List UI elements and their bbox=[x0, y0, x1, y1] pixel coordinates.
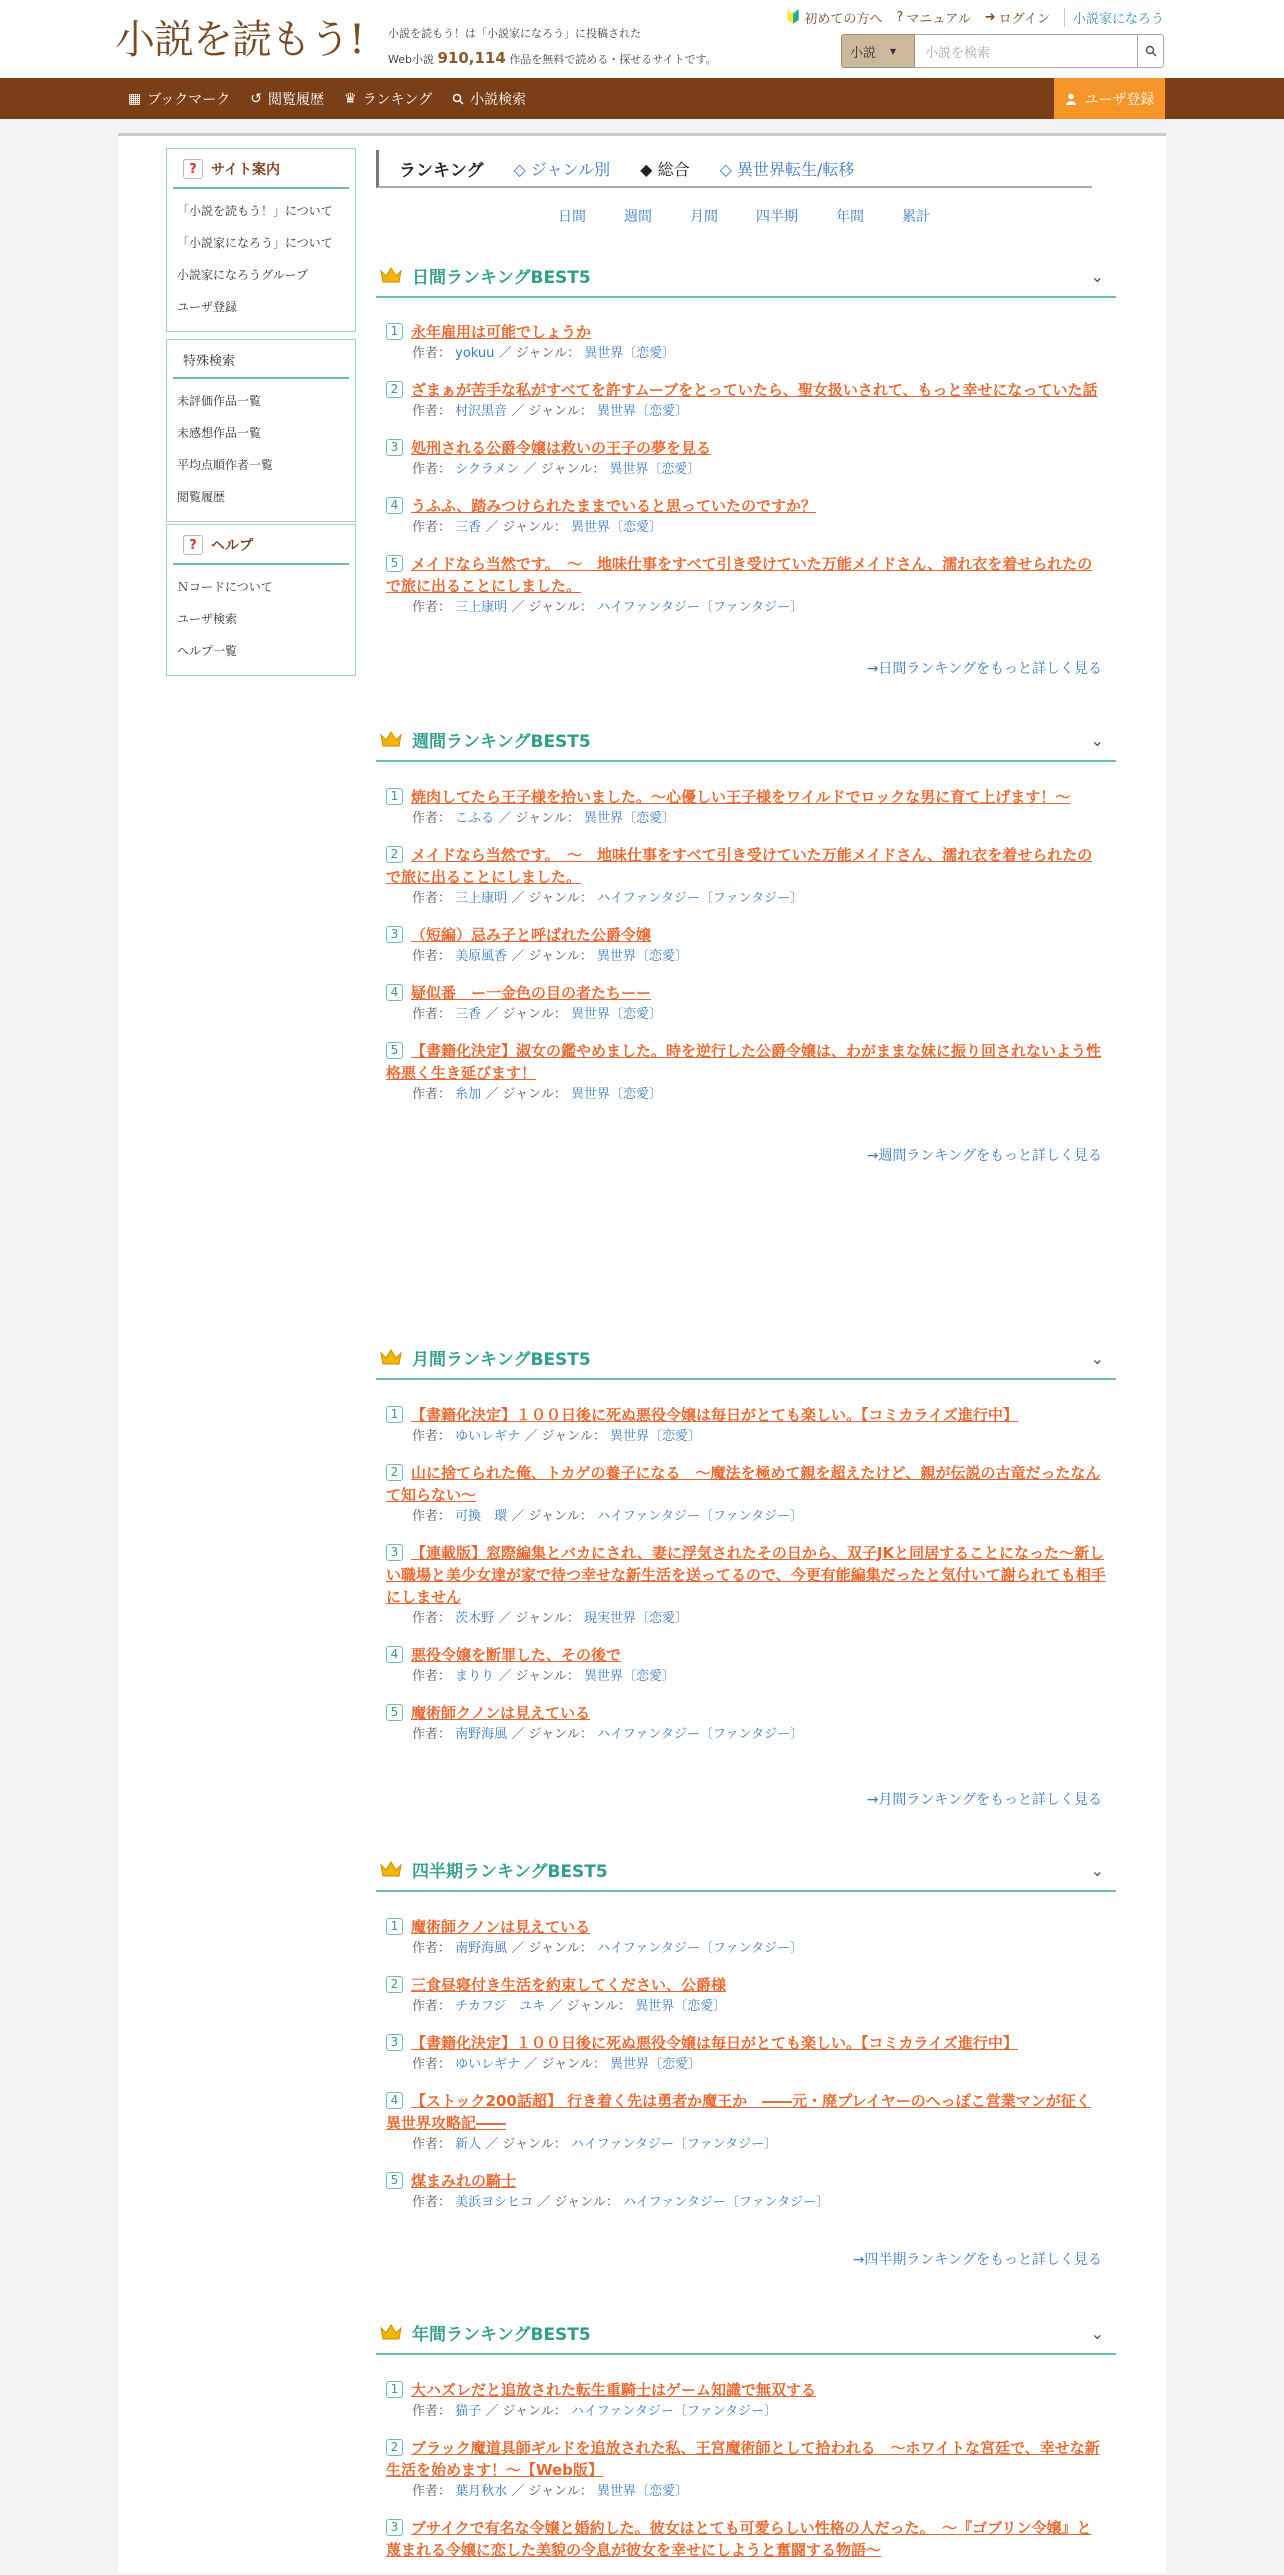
nav-ranking[interactable] bbox=[344, 89, 432, 109]
ranking-item bbox=[386, 1702, 1106, 1746]
novel-title-link[interactable]: 大ハズレだと追放された転生重騎士はゲーム知識で無双する bbox=[411, 2381, 817, 2399]
user-icon bbox=[1065, 93, 1077, 105]
genre-label: ／ ジャンル： bbox=[511, 600, 593, 615]
beginner-link[interactable] bbox=[785, 8, 882, 27]
author-label: 作者： bbox=[412, 600, 452, 615]
history-icon: ↺ bbox=[250, 90, 262, 107]
manual-link-label: マニュアル bbox=[906, 12, 971, 27]
author-label: 作者： bbox=[412, 2195, 452, 2210]
sidebar-item-about-yomou[interactable]: 「小説を読もう！」について bbox=[177, 204, 333, 218]
genre-label: ／ ジャンル： bbox=[485, 1007, 567, 1022]
ranking-item bbox=[386, 2437, 1106, 2503]
author-label: 作者： bbox=[412, 520, 452, 535]
ranking-item bbox=[386, 1916, 1106, 1960]
period-weekly[interactable]: 週間 bbox=[624, 209, 652, 225]
nav-search[interactable] bbox=[452, 89, 526, 109]
rank-number-badge: 1 bbox=[386, 1406, 403, 1423]
novel-title-link[interactable]: 永年雇用は可能でしょうか bbox=[411, 323, 592, 341]
chevron-down-icon[interactable]: ⌄ bbox=[1090, 731, 1104, 750]
ranking-section-header[interactable] bbox=[376, 718, 1116, 762]
author-link[interactable]: 新人 bbox=[455, 2137, 482, 2152]
novel-meta bbox=[386, 1938, 1106, 1960]
sidebar-item-group[interactable]: 小説家になろうグループ bbox=[177, 268, 309, 282]
genre-link[interactable]: ハイファンタジー〔ファンタジー〕 bbox=[571, 2137, 778, 2152]
nav-ranking-label: ランキング bbox=[362, 91, 433, 108]
ranking-item bbox=[386, 924, 1106, 968]
ranking-item bbox=[386, 2170, 1106, 2214]
author-label: 作者： bbox=[412, 1509, 452, 1524]
period-monthly[interactable]: 月間 bbox=[690, 209, 718, 225]
ranking-item bbox=[386, 2379, 1106, 2423]
novel-title-link[interactable]: 悪役令嬢を断罪した、その後で bbox=[411, 1646, 622, 1664]
sidebar-item-user-search[interactable]: ユーザ検索 bbox=[177, 612, 238, 626]
genre-label: ／ ジャンル： bbox=[511, 2484, 593, 2499]
rank-number-badge: 4 bbox=[386, 1646, 403, 1663]
sidebar-help-title: ヘルプ bbox=[211, 538, 253, 554]
sidebar-item-register[interactable]: ユーザ登録 bbox=[177, 300, 238, 314]
rank-number-badge: 3 bbox=[386, 2519, 403, 2536]
genre-label: ／ ジャンル： bbox=[498, 811, 580, 826]
genre-link[interactable]: 異世界〔恋愛〕 bbox=[597, 949, 689, 964]
novel-title-link[interactable]: うふふ、踏みつけられたままでいると思っていたのですか？ bbox=[411, 497, 817, 515]
genre-label: ／ ジャンル： bbox=[511, 949, 593, 964]
rank-number-badge: 5 bbox=[386, 2172, 403, 2189]
author-link[interactable]: 葉月秋水 bbox=[455, 2484, 508, 2499]
novel-title-link[interactable]: 焼肉してたら王子様を拾いました。〜心優しい王子様をワイルドでロックな男に育て上げます！〜 bbox=[411, 788, 1071, 806]
search-icon bbox=[1145, 45, 1157, 57]
rank-number-badge: 3 bbox=[386, 439, 403, 456]
genre-label: ／ ジャンル： bbox=[498, 346, 581, 361]
rank-number-badge: 3 bbox=[386, 926, 403, 943]
novel-title-link[interactable]: 【書籍化決定】１００日後に死ぬ悪役令嬢は毎日がとても楽しい。【コミカライズ進行中】 bbox=[411, 2034, 1018, 2052]
genre-link[interactable]: ハイファンタジー〔ファンタジー〕 bbox=[597, 1509, 804, 1524]
sidebar-item-no-review[interactable]: 未感想作品一覧 bbox=[177, 426, 262, 440]
period-total[interactable]: 累計 bbox=[902, 209, 930, 225]
genre-label: ／ ジャンル： bbox=[511, 1509, 593, 1524]
author-label: 作者： bbox=[412, 1941, 452, 1956]
novel-count: 910,114 bbox=[437, 49, 506, 67]
author-label: 作者： bbox=[412, 2137, 452, 2152]
ranking-section-title: 年間ランキングBEST5 bbox=[412, 2324, 591, 2345]
author-label: 作者： bbox=[412, 1611, 452, 1626]
author-link[interactable]: こふる bbox=[455, 811, 495, 826]
register-label: ユーザ登録 bbox=[1084, 91, 1155, 108]
author-link[interactable]: 三香 bbox=[455, 1007, 482, 1022]
novel-meta bbox=[386, 2134, 1106, 2156]
rank-number-badge: 4 bbox=[386, 984, 403, 1001]
genre-label: ／ ジャンル： bbox=[498, 1611, 580, 1626]
tagline-prefix: Web小説 bbox=[388, 53, 434, 66]
novel-meta bbox=[386, 2054, 1106, 2076]
crown-icon bbox=[380, 1861, 402, 1877]
ranking-more-link[interactable]: →月間ランキングをもっと詳しく見る bbox=[866, 1792, 1102, 1808]
crown-icon bbox=[380, 267, 402, 283]
author-link[interactable]: 三香 bbox=[455, 520, 482, 535]
genre-link[interactable]: ハイファンタジー〔ファンタジー〕 bbox=[597, 1727, 804, 1742]
sidebar-item-history[interactable]: 閲覧履歴 bbox=[177, 490, 226, 504]
genre-label: ／ ジャンル： bbox=[537, 2195, 619, 2210]
novel-meta bbox=[386, 1608, 1106, 1630]
sidebar-special-search-header: 特殊検索 bbox=[173, 340, 349, 379]
author-link[interactable]: 南野海風 bbox=[455, 1941, 508, 1956]
ranking-tabs bbox=[376, 150, 1092, 188]
genre-link[interactable]: 異世界〔恋愛〕 bbox=[571, 520, 663, 535]
author-label: 作者： bbox=[412, 1429, 452, 1444]
rank-number-badge: 2 bbox=[386, 846, 403, 863]
novel-meta bbox=[386, 1506, 1106, 1528]
novel-meta bbox=[386, 1666, 1106, 1688]
ranking-more-link[interactable]: →四半期ランキングをもっと詳しく見る bbox=[852, 2252, 1102, 2268]
crown-icon: ♛ bbox=[344, 90, 357, 107]
genre-link[interactable]: ハイファンタジー〔ファンタジー〕 bbox=[571, 2404, 778, 2419]
genre-link[interactable]: 異世界〔恋愛〕 bbox=[635, 1999, 727, 2014]
author-link[interactable]: 美浜ヨシヒコ bbox=[455, 2195, 534, 2210]
crown-icon bbox=[380, 1349, 402, 1365]
search-input[interactable]: 小説を検索 bbox=[915, 34, 1138, 68]
ranking-item bbox=[386, 437, 1106, 481]
sidebar-help-header bbox=[173, 525, 349, 565]
ranking-item bbox=[386, 982, 1106, 1026]
genre-label: ／ ジャンル： bbox=[485, 1087, 567, 1102]
genre-label: ／ ジャンル： bbox=[523, 462, 606, 477]
novel-title-link[interactable]: 【連載版】窓際編集とバカにされ、妻に浮気されたその日から、双子JKと同居することになった〜新しい職場と美少女達が家で待つ幸せな新生活を送ってるので、今更有能編集だったと気付いて謝られても相手にしません bbox=[386, 1544, 1106, 1606]
author-label: 作者： bbox=[412, 346, 452, 361]
novel-meta bbox=[386, 1004, 1106, 1026]
author-label: 作者： bbox=[412, 1669, 452, 1684]
novel-meta bbox=[386, 1426, 1106, 1448]
ranking-item bbox=[386, 1542, 1106, 1630]
novel-meta bbox=[386, 808, 1106, 830]
genre-link[interactable]: 異世界〔恋愛〕 bbox=[609, 462, 701, 477]
sidebar-site-guide-title: サイト案内 bbox=[211, 162, 281, 178]
main-container bbox=[118, 133, 1166, 2573]
site-header bbox=[0, 0, 1284, 78]
sidebar-item-help-list[interactable]: ヘルプ一覧 bbox=[177, 644, 238, 658]
rank-number-badge: 1 bbox=[386, 2381, 403, 2398]
ranking-section-title: 月間ランキングBEST5 bbox=[412, 1349, 591, 1370]
author-link[interactable]: チカフジ ユキ bbox=[455, 1999, 546, 2014]
register-button[interactable] bbox=[1054, 78, 1165, 119]
author-link[interactable]: 三上康明 bbox=[455, 600, 508, 615]
rank-number-badge: 1 bbox=[386, 1918, 403, 1935]
beginner-icon: 🔰 bbox=[785, 10, 802, 25]
genre-label: ／ ジャンル： bbox=[498, 1669, 580, 1684]
ranking-more-link[interactable]: →日間ランキングをもっと詳しく見る bbox=[866, 661, 1102, 677]
ranking-list bbox=[386, 786, 1106, 1120]
ranking-section-header[interactable] bbox=[376, 254, 1116, 298]
novel-meta bbox=[386, 597, 1106, 619]
ranking-item bbox=[386, 2090, 1106, 2156]
rank-number-badge: 2 bbox=[386, 2439, 403, 2456]
genre-link[interactable]: ハイファンタジー〔ファンタジー〕 bbox=[597, 1941, 804, 1956]
sidebar-item-average-score[interactable]: 平均点順作者一覧 bbox=[177, 458, 274, 472]
ranking-section-title: 四半期ランキングBEST5 bbox=[412, 1861, 608, 1882]
novel-title-link[interactable]: ブサイクで有名な令嬢と婚約した。彼女はとても可愛らしい性格の人だった。 〜『ゴブリン令嬢』と蔑まれる令嬢に恋した美貌の令息が彼女を幸せにしようと奮闘する物語〜 bbox=[386, 2519, 1092, 2559]
genre-label: ／ ジャンル： bbox=[485, 520, 567, 535]
novel-title-link[interactable]: 煤まみれの騎士 bbox=[411, 2172, 517, 2190]
search-form bbox=[841, 34, 1164, 68]
main-nav bbox=[0, 78, 1284, 119]
genre-link[interactable]: 現実世界〔恋愛〕 bbox=[584, 1611, 689, 1626]
author-link[interactable]: まりり bbox=[455, 1669, 495, 1684]
novel-meta bbox=[386, 459, 1106, 481]
author-link[interactable]: 糸加 bbox=[455, 1087, 482, 1102]
manual-link[interactable] bbox=[896, 8, 970, 27]
sidebar-help bbox=[166, 524, 356, 676]
author-link[interactable]: 猫子 bbox=[455, 2404, 482, 2419]
novel-meta bbox=[386, 1084, 1106, 1106]
novel-title-link[interactable]: 三食昼寝付き生活を約束してください、公爵様 bbox=[411, 1976, 727, 1994]
author-link[interactable]: 可換 環 bbox=[455, 1509, 508, 1524]
author-label: 作者： bbox=[412, 1727, 452, 1742]
genre-label: ／ ジャンル： bbox=[549, 1999, 632, 2014]
nav-history[interactable] bbox=[250, 89, 324, 109]
author-link[interactable]: 美原風香 bbox=[455, 949, 508, 964]
genre-link[interactable]: 異世界〔恋愛〕 bbox=[610, 1429, 702, 1444]
novel-title-link[interactable]: 魔術師クノンは見えている bbox=[411, 1918, 591, 1936]
rank-number-badge: 2 bbox=[386, 381, 403, 398]
sidebar-item-about-narou[interactable]: 「小説家になろう」について bbox=[177, 236, 333, 250]
nav-bookmark[interactable] bbox=[128, 89, 230, 109]
genre-link[interactable]: 異世界〔恋愛〕 bbox=[597, 404, 689, 419]
author-label: 作者： bbox=[412, 811, 452, 826]
author-label: 作者： bbox=[412, 404, 452, 419]
ranking-list bbox=[386, 1404, 1106, 1760]
search-icon bbox=[452, 93, 464, 105]
author-label: 作者： bbox=[412, 1999, 452, 2014]
ranking-item bbox=[386, 844, 1106, 910]
tab-genre[interactable]: ◇ ジャンル別 bbox=[513, 159, 611, 179]
tagline-line1: 小説を読もう！は「小説家になろう」に投稿された bbox=[388, 27, 641, 40]
genre-label: ／ ジャンル： bbox=[524, 1429, 606, 1444]
site-tagline bbox=[388, 22, 717, 72]
sidebar-site-guide bbox=[166, 148, 356, 332]
novel-title-link[interactable]: 【書籍化決定】１００日後に死ぬ悪役令嬢は毎日がとても楽しい。【コミカライズ進行中】 bbox=[411, 1406, 1018, 1424]
novel-meta bbox=[386, 888, 1106, 910]
bookmark-icon: ▦ bbox=[128, 90, 142, 107]
novel-meta bbox=[386, 401, 1106, 423]
rank-number-badge: 2 bbox=[386, 1976, 403, 1993]
ranking-item bbox=[386, 495, 1106, 539]
genre-label: ／ ジャンル： bbox=[485, 2404, 567, 2419]
rank-number-badge: 4 bbox=[386, 497, 403, 514]
ranking-list bbox=[386, 321, 1106, 633]
crown-icon bbox=[380, 731, 402, 747]
genre-link[interactable]: 異世界〔恋愛〕 bbox=[610, 2057, 702, 2072]
genre-label: ／ ジャンル： bbox=[485, 2137, 567, 2152]
genre-link[interactable]: 異世界〔恋愛〕 bbox=[584, 811, 676, 826]
rank-number-badge: 3 bbox=[386, 2034, 403, 2051]
ranking-item bbox=[386, 379, 1106, 423]
novel-title-link[interactable]: 疑似番 ー一金色の目の者たちーー bbox=[411, 984, 652, 1002]
ranking-item bbox=[386, 1644, 1106, 1688]
novel-title-link[interactable]: 魔術師クノンは見えている bbox=[411, 1704, 591, 1722]
period-links bbox=[558, 206, 930, 226]
ranking-item bbox=[386, 2032, 1106, 2076]
ranking-section-header[interactable] bbox=[376, 1848, 1116, 1892]
sidebar-item-ncode[interactable]: Ｎコードについて bbox=[177, 580, 273, 594]
rank-number-badge: 1 bbox=[386, 788, 403, 805]
help-circle-icon: ? bbox=[896, 10, 904, 25]
question-icon: ? bbox=[183, 159, 203, 179]
tab-overall[interactable]: ◆ 総合 bbox=[640, 159, 690, 179]
ranking-section-header[interactable] bbox=[376, 1336, 1116, 1380]
author-link[interactable]: 南野海風 bbox=[455, 1727, 508, 1742]
genre-link[interactable]: ハイファンタジー〔ファンタジー〕 bbox=[623, 2195, 830, 2210]
nav-bookmark-label: ブックマーク bbox=[147, 91, 231, 108]
rank-number-badge: 1 bbox=[386, 323, 403, 340]
site-logo[interactable]: 小説を読もう! bbox=[115, 17, 365, 63]
ranking-more-link[interactable]: →週間ランキングをもっと詳しく見る bbox=[866, 1148, 1102, 1164]
novel-title-link[interactable]: 【書籍化決定】淑女の鑑やめました。時を逆行した公爵令嬢は、わがままな妹に振り回されないよう性格悪く生き延びます！ bbox=[386, 1042, 1102, 1082]
ranking-item bbox=[386, 553, 1106, 619]
ranking-title: ランキング bbox=[399, 160, 484, 181]
novel-meta bbox=[386, 1724, 1106, 1746]
author-label: 作者： bbox=[412, 1007, 452, 1022]
author-link[interactable]: yokuu bbox=[455, 346, 495, 361]
narou-logo-link[interactable]: 小説家になろう bbox=[1064, 8, 1164, 27]
nav-history-label: 閲覧履歴 bbox=[268, 91, 324, 108]
ranking-item bbox=[386, 1404, 1106, 1448]
author-label: 作者： bbox=[412, 949, 452, 964]
tagline-line2 bbox=[388, 46, 717, 72]
rank-number-badge: 5 bbox=[386, 555, 403, 572]
genre-label: ／ ジャンル： bbox=[511, 1727, 593, 1742]
genre-link[interactable]: ハイファンタジー〔ファンタジー〕 bbox=[597, 891, 804, 906]
genre-label: ／ ジャンル： bbox=[524, 2057, 606, 2072]
rank-number-badge: 5 bbox=[386, 1704, 403, 1721]
ranking-item bbox=[386, 1040, 1106, 1106]
ranking-item bbox=[386, 1462, 1106, 1528]
genre-label: ／ ジャンル： bbox=[511, 1941, 593, 1956]
novel-meta bbox=[386, 1996, 1106, 2018]
genre-label: ／ ジャンル： bbox=[511, 891, 593, 906]
novel-title-link[interactable]: メイドなら当然です。 〜 地味仕事をすべて引き受けていた万能メイドさん、濡れ衣を着せられたので旅に出ることにしました。 bbox=[386, 846, 1093, 886]
novel-title-link[interactable]: メイドなら当然です。 〜 地味仕事をすべて引き受けていた万能メイドさん、濡れ衣を着せられたので旅に出ることにしました。 bbox=[386, 555, 1093, 595]
tagline-suffix: 作品を無料で読める・探せるサイトです。 bbox=[509, 53, 717, 66]
novel-meta bbox=[386, 946, 1106, 968]
novel-title-link[interactable]: （短編）忌み子と呼ばれた公爵令嬢 bbox=[411, 926, 652, 944]
novel-title-link[interactable]: 処刑される公爵令嬢は救いの王子の夢を見る bbox=[411, 439, 712, 457]
period-daily[interactable]: 日間 bbox=[558, 209, 586, 225]
question-icon: ? bbox=[183, 535, 203, 555]
novel-meta bbox=[386, 2192, 1106, 2214]
author-label: 作者： bbox=[412, 2484, 452, 2499]
ranking-section-title: 週間ランキングBEST5 bbox=[412, 731, 591, 752]
chevron-down-icon[interactable]: ⌄ bbox=[1090, 2324, 1104, 2343]
chevron-down-icon[interactable]: ⌄ bbox=[1090, 1861, 1104, 1880]
author-label: 作者： bbox=[412, 2057, 452, 2072]
author-label: 作者： bbox=[412, 891, 452, 906]
ranking-item bbox=[386, 321, 1106, 365]
author-link[interactable]: ゆいレギナ bbox=[455, 1429, 521, 1444]
beginner-link-label: 初めての方へ bbox=[804, 12, 883, 27]
ranking-list bbox=[386, 2379, 1106, 2575]
search-button[interactable] bbox=[1138, 34, 1164, 68]
genre-link[interactable]: 異世界〔恋愛〕 bbox=[584, 1669, 676, 1684]
author-link[interactable]: 茨木野 bbox=[455, 1611, 495, 1626]
chevron-down-icon[interactable]: ⌄ bbox=[1090, 267, 1104, 286]
novel-title-link[interactable]: ざまぁが苦手な私がすべてを許すムーブをとっていたら、聖女扱いされて、もっと幸せになっていた話 bbox=[411, 381, 1098, 399]
author-link[interactable]: ゆいレギナ bbox=[455, 2057, 521, 2072]
novel-title-link[interactable]: ブラック魔道具師ギルドを追放された私、王宮魔術師として拾われる 〜ホワイトな宮廷で、幸せな新生活を始めます！〜【Web版】 bbox=[386, 2439, 1100, 2479]
crown-icon bbox=[380, 2324, 402, 2340]
novel-meta bbox=[386, 2481, 1106, 2503]
period-yearly[interactable]: 年間 bbox=[836, 209, 864, 225]
novel-title-link[interactable]: 【ストック200話超】 行き着く先は勇者か魔王か ――元・廃プレイヤーのへっぽこ営業マンが征く 異世界攻略記―― bbox=[386, 2092, 1091, 2132]
chevron-down-icon[interactable]: ⌄ bbox=[1090, 1349, 1104, 1368]
login-icon: ➜ bbox=[984, 10, 996, 25]
top-links bbox=[785, 8, 1164, 27]
rank-number-badge: 2 bbox=[386, 1464, 403, 1481]
ranking-item bbox=[386, 2517, 1106, 2561]
login-link-label: ログイン bbox=[998, 12, 1050, 27]
rank-number-badge: 3 bbox=[386, 1544, 403, 1561]
author-link[interactable]: 三上康明 bbox=[455, 891, 508, 906]
novel-title-link[interactable]: 山に捨てられた俺、トカゲの養子になる 〜魔法を極めて親を超えたけど、親が伝説の古竜だったなんて知らない〜 bbox=[386, 1464, 1101, 1504]
sidebar-site-guide-header bbox=[173, 149, 349, 189]
author-link[interactable]: シクラメン bbox=[455, 462, 520, 477]
nav-search-label: 小説検索 bbox=[470, 91, 527, 108]
genre-label: ／ ジャンル： bbox=[511, 404, 593, 419]
period-quarterly[interactable]: 四半期 bbox=[756, 209, 798, 225]
search-type-select[interactable]: 小説 ▾ bbox=[841, 34, 915, 68]
genre-link[interactable]: 異世界〔恋愛〕 bbox=[584, 346, 676, 361]
ranking-section-title: 日間ランキングBEST5 bbox=[412, 267, 591, 288]
sidebar-item-unrated[interactable]: 未評価作品一覧 bbox=[177, 394, 262, 408]
rank-number-badge: 5 bbox=[386, 1042, 403, 1059]
genre-link[interactable]: 異世界〔恋愛〕 bbox=[571, 1007, 663, 1022]
ranking-list bbox=[386, 1916, 1106, 2228]
author-label: 作者： bbox=[412, 462, 452, 477]
novel-meta bbox=[386, 343, 1106, 365]
novel-meta bbox=[386, 517, 1106, 539]
login-link[interactable] bbox=[985, 8, 1050, 27]
author-link[interactable]: 村沢黒音 bbox=[455, 404, 508, 419]
ranking-item bbox=[386, 1974, 1106, 2018]
rank-number-badge: 4 bbox=[386, 2092, 403, 2109]
sidebar-special-search bbox=[166, 339, 356, 522]
author-label: 作者： bbox=[412, 2404, 452, 2419]
author-label: 作者： bbox=[412, 1087, 452, 1102]
ranking-item bbox=[386, 786, 1106, 830]
tab-isekai[interactable]: ◇ 異世界転生/転移 bbox=[719, 159, 855, 179]
genre-link[interactable]: 異世界〔恋愛〕 bbox=[571, 1087, 663, 1102]
ranking-section-header[interactable] bbox=[376, 2311, 1116, 2355]
genre-link[interactable]: 異世界〔恋愛〕 bbox=[597, 2484, 689, 2499]
genre-link[interactable]: ハイファンタジー〔ファンタジー〕 bbox=[597, 600, 804, 615]
novel-meta bbox=[386, 2401, 1106, 2423]
